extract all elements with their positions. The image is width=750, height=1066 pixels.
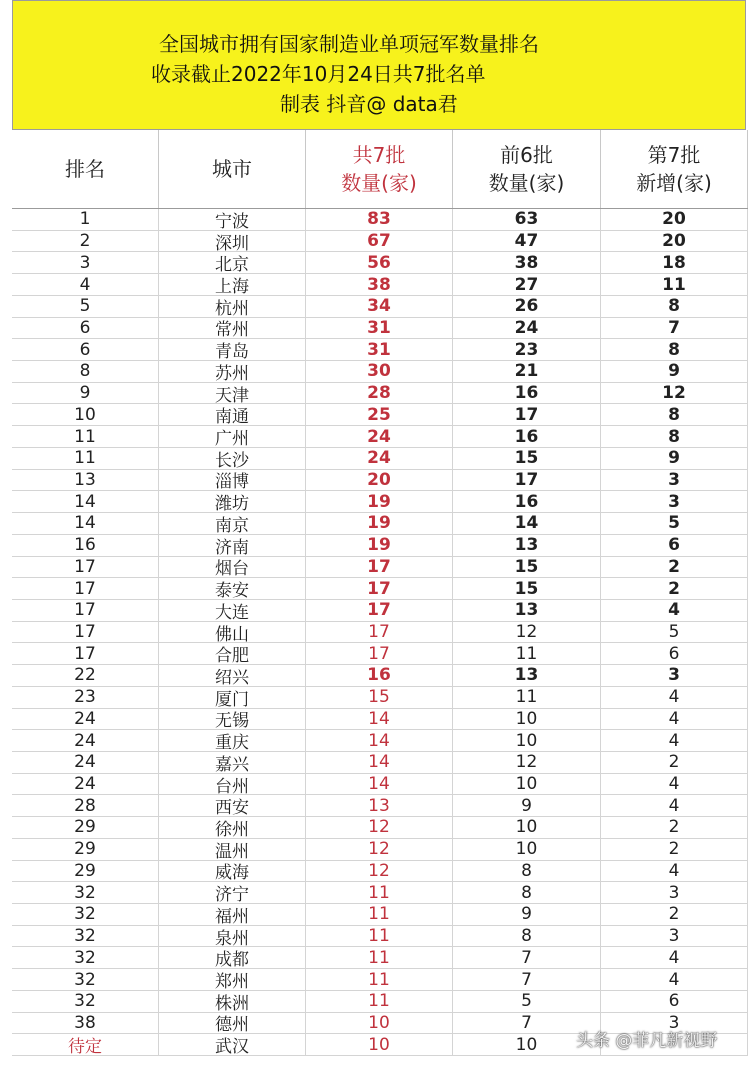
rank-cell: 4 [12, 274, 159, 295]
title-line-1: 全国城市拥有国家制造业单项冠军数量排名 [159, 32, 539, 56]
total-cell: 19 [306, 491, 453, 512]
total-cell: 14 [306, 752, 453, 773]
prev-cell: 11 [453, 687, 601, 708]
table-row [12, 904, 748, 926]
rank-cell: 5 [12, 296, 159, 317]
prev-cell: 27 [453, 274, 601, 295]
city-cell: 常州 [159, 318, 306, 339]
prev-cell: 24 [453, 318, 601, 339]
city-cell: 泉州 [159, 926, 306, 947]
header-new-line2: 新增(家) [636, 171, 712, 195]
prev-cell: 7 [453, 969, 601, 990]
new-cell: 4 [601, 774, 748, 795]
total-cell: 11 [306, 904, 453, 925]
new-cell: 6 [601, 535, 748, 556]
city-cell: 济宁 [159, 882, 306, 903]
total-cell: 24 [306, 426, 453, 447]
title-line-3: 制表 抖音@ data君 [280, 92, 458, 116]
new-cell: 4 [601, 687, 748, 708]
city-cell: 宁波 [159, 209, 306, 230]
new-cell: 4 [601, 795, 748, 816]
total-cell: 10 [306, 1013, 453, 1034]
city-cell: 烟台 [159, 557, 306, 578]
prev-cell: 15 [453, 448, 601, 469]
table-row [12, 774, 748, 796]
new-cell: 9 [601, 361, 748, 382]
table-row [12, 709, 748, 731]
new-cell: 5 [601, 622, 748, 643]
total-cell: 12 [306, 861, 453, 882]
table-row [12, 339, 748, 361]
table-row [12, 535, 748, 557]
new-cell: 3 [601, 491, 748, 512]
table-row [12, 318, 748, 340]
total-cell: 30 [306, 361, 453, 382]
rank-cell: 6 [12, 318, 159, 339]
total-cell: 11 [306, 969, 453, 990]
total-cell: 31 [306, 339, 453, 360]
table-row [12, 882, 748, 904]
new-cell: 3 [601, 665, 748, 686]
rank-cell: 14 [12, 513, 159, 534]
new-cell: 8 [601, 296, 748, 317]
city-cell: 徐州 [159, 817, 306, 838]
new-cell: 2 [601, 557, 748, 578]
new-cell: 6 [601, 643, 748, 664]
city-cell: 长沙 [159, 448, 306, 469]
new-cell: 8 [601, 426, 748, 447]
new-cell: 4 [601, 947, 748, 968]
table-row [12, 643, 748, 665]
prev-cell: 13 [453, 535, 601, 556]
city-cell: 重庆 [159, 730, 306, 751]
new-cell: 3 [601, 1013, 748, 1034]
prev-cell: 5 [453, 991, 601, 1012]
table-row [12, 209, 748, 231]
rank-cell: 32 [12, 969, 159, 990]
rank-cell: 24 [12, 709, 159, 730]
prev-cell: 21 [453, 361, 601, 382]
ranking-table [12, 130, 748, 1056]
new-cell: 6 [601, 991, 748, 1012]
new-cell: 2 [601, 578, 748, 599]
city-cell: 合肥 [159, 643, 306, 664]
prev-cell: 10 [453, 839, 601, 860]
new-cell: 11 [601, 274, 748, 295]
rank-cell: 2 [12, 231, 159, 252]
rank-cell: 17 [12, 643, 159, 664]
rank-cell: 32 [12, 904, 159, 925]
prev-cell: 12 [453, 622, 601, 643]
city-cell: 天津 [159, 383, 306, 404]
total-cell: 13 [306, 795, 453, 816]
prev-cell: 8 [453, 882, 601, 903]
total-cell: 28 [306, 383, 453, 404]
table-row [12, 448, 748, 470]
new-cell: 12 [601, 383, 748, 404]
city-cell: 济南 [159, 535, 306, 556]
total-cell: 19 [306, 513, 453, 534]
rank-cell: 38 [12, 1013, 159, 1034]
new-cell: 20 [601, 209, 748, 230]
rank-cell: 23 [12, 687, 159, 708]
rank-cell: 32 [12, 947, 159, 968]
prev-cell: 17 [453, 404, 601, 425]
prev-cell: 16 [453, 491, 601, 512]
total-cell: 14 [306, 730, 453, 751]
table-row [12, 622, 748, 644]
city-cell: 大连 [159, 600, 306, 621]
header-total-line1: 共7批 [352, 143, 406, 167]
rank-cell: 29 [12, 817, 159, 838]
rank-cell: 24 [12, 730, 159, 751]
rank-cell: 24 [12, 752, 159, 773]
rank-cell: 17 [12, 578, 159, 599]
table-row [12, 991, 748, 1013]
prev-cell: 47 [453, 231, 601, 252]
prev-cell: 14 [453, 513, 601, 534]
prev-cell: 63 [453, 209, 601, 230]
table-row [12, 926, 748, 948]
total-cell: 16 [306, 665, 453, 686]
city-cell: 苏州 [159, 361, 306, 382]
new-cell: 2 [601, 839, 748, 860]
rank-cell: 17 [12, 600, 159, 621]
prev-cell: 8 [453, 861, 601, 882]
city-cell: 德州 [159, 1013, 306, 1034]
header-prev [453, 130, 601, 208]
rank-cell: 32 [12, 882, 159, 903]
prev-cell: 7 [453, 947, 601, 968]
new-cell: 3 [601, 470, 748, 491]
table-body [12, 209, 748, 1056]
city-cell: 郑州 [159, 969, 306, 990]
rank-cell: 29 [12, 839, 159, 860]
prev-cell: 15 [453, 578, 601, 599]
city-cell: 广州 [159, 426, 306, 447]
new-cell: 7 [601, 318, 748, 339]
new-cell: 3 [601, 926, 748, 947]
prev-cell: 8 [453, 926, 601, 947]
table-row [12, 730, 748, 752]
city-cell: 台州 [159, 774, 306, 795]
table-row [12, 426, 748, 448]
city-cell: 杭州 [159, 296, 306, 317]
table-row [12, 600, 748, 622]
table-row [12, 665, 748, 687]
title-line-2: 收录截止2022年10月24日共7批名单 [151, 62, 486, 86]
total-cell: 24 [306, 448, 453, 469]
city-cell: 成都 [159, 947, 306, 968]
prev-cell: 16 [453, 383, 601, 404]
rank-cell: 16 [12, 535, 159, 556]
new-cell: 4 [601, 861, 748, 882]
table-row [12, 557, 748, 579]
header-new [601, 130, 748, 208]
total-cell: 12 [306, 839, 453, 860]
prev-cell: 26 [453, 296, 601, 317]
table-row [12, 795, 748, 817]
rank-cell: 28 [12, 795, 159, 816]
new-cell: 4 [601, 709, 748, 730]
header-new-line1: 第7批 [647, 143, 701, 167]
new-cell: 4 [601, 600, 748, 621]
total-cell: 17 [306, 622, 453, 643]
city-cell: 泰安 [159, 578, 306, 599]
rank-cell: 3 [12, 252, 159, 273]
prev-cell: 12 [453, 752, 601, 773]
table-row [12, 383, 748, 405]
prev-cell: 7 [453, 1013, 601, 1034]
prev-cell: 13 [453, 665, 601, 686]
table-row [12, 231, 748, 253]
city-cell: 潍坊 [159, 491, 306, 512]
rank-cell: 8 [12, 361, 159, 382]
prev-cell: 9 [453, 795, 601, 816]
total-cell: 17 [306, 578, 453, 599]
table-row [12, 404, 748, 426]
new-cell: 9 [601, 448, 748, 469]
city-cell: 株洲 [159, 991, 306, 1012]
total-cell: 11 [306, 947, 453, 968]
prev-cell: 10 [453, 730, 601, 751]
total-cell: 34 [306, 296, 453, 317]
table-row [12, 252, 748, 274]
new-cell: 18 [601, 252, 748, 273]
rank-cell: 11 [12, 426, 159, 447]
total-cell: 17 [306, 643, 453, 664]
total-cell: 14 [306, 709, 453, 730]
total-cell: 17 [306, 557, 453, 578]
rank-cell: 17 [12, 557, 159, 578]
table-row [12, 817, 748, 839]
total-cell: 14 [306, 774, 453, 795]
new-cell: 4 [601, 730, 748, 751]
city-cell: 西安 [159, 795, 306, 816]
city-cell: 佛山 [159, 622, 306, 643]
prev-cell: 10 [453, 709, 601, 730]
rank-cell: 29 [12, 861, 159, 882]
new-cell: 4 [601, 969, 748, 990]
city-cell: 淄博 [159, 470, 306, 491]
table-row [12, 491, 748, 513]
table-header [12, 130, 748, 209]
prev-cell: 13 [453, 600, 601, 621]
spreadsheet [12, 0, 748, 1066]
header-rank: 排名 [12, 130, 159, 208]
total-cell: 38 [306, 274, 453, 295]
prev-cell: 10 [453, 817, 601, 838]
total-cell: 83 [306, 209, 453, 230]
table-row [12, 470, 748, 492]
rank-cell: 11 [12, 448, 159, 469]
rank-cell: 32 [12, 991, 159, 1012]
table-row [12, 947, 748, 969]
prev-cell: 10 [453, 774, 601, 795]
total-cell: 67 [306, 231, 453, 252]
total-cell: 17 [306, 600, 453, 621]
rank-cell: 14 [12, 491, 159, 512]
new-cell: 20 [601, 231, 748, 252]
total-cell: 31 [306, 318, 453, 339]
total-cell: 20 [306, 470, 453, 491]
total-cell: 11 [306, 882, 453, 903]
city-cell: 厦门 [159, 687, 306, 708]
city-cell: 深圳 [159, 231, 306, 252]
city-cell: 青岛 [159, 339, 306, 360]
rank-cell: 22 [12, 665, 159, 686]
rank-cell: 1 [12, 209, 159, 230]
prev-cell: 11 [453, 643, 601, 664]
new-cell: 3 [601, 882, 748, 903]
table-row [12, 687, 748, 709]
prev-cell: 38 [453, 252, 601, 273]
total-cell: 56 [306, 252, 453, 273]
prev-cell: 23 [453, 339, 601, 360]
city-cell: 南京 [159, 513, 306, 534]
rank-cell: 待定 [12, 1034, 159, 1055]
prev-cell: 16 [453, 426, 601, 447]
header-prev-line1: 前6批 [500, 143, 553, 167]
rank-cell: 24 [12, 774, 159, 795]
table-row [12, 861, 748, 883]
rank-cell: 6 [12, 339, 159, 360]
city-cell: 上海 [159, 274, 306, 295]
new-cell: 2 [601, 904, 748, 925]
new-cell: 8 [601, 339, 748, 360]
total-cell: 10 [306, 1034, 453, 1055]
header-total [306, 130, 453, 208]
table-row [12, 969, 748, 991]
total-cell: 25 [306, 404, 453, 425]
header-prev-line2: 数量(家) [488, 171, 565, 195]
table-row [12, 274, 748, 296]
city-cell: 福州 [159, 904, 306, 925]
prev-cell: 15 [453, 557, 601, 578]
title-banner [12, 0, 746, 130]
rank-cell: 13 [12, 470, 159, 491]
table-row [12, 513, 748, 535]
new-cell: 5 [601, 513, 748, 534]
watermark: 头条 @菲凡新视野 [576, 1031, 718, 1051]
table-row [12, 578, 748, 600]
header-total-line2: 数量(家) [341, 171, 417, 195]
header-city: 城市 [159, 130, 306, 208]
rank-cell: 10 [12, 404, 159, 425]
city-cell: 南通 [159, 404, 306, 425]
table-row [12, 839, 748, 861]
new-cell: 2 [601, 817, 748, 838]
prev-cell: 9 [453, 904, 601, 925]
total-cell: 11 [306, 991, 453, 1012]
total-cell: 19 [306, 535, 453, 556]
city-cell: 无锡 [159, 709, 306, 730]
city-cell: 嘉兴 [159, 752, 306, 773]
city-cell: 武汉 [159, 1034, 306, 1055]
table-row [12, 296, 748, 318]
rank-cell: 32 [12, 926, 159, 947]
prev-cell: 17 [453, 470, 601, 491]
total-cell: 12 [306, 817, 453, 838]
city-cell: 北京 [159, 252, 306, 273]
prev-cell: 10 [453, 1034, 601, 1055]
rank-cell: 17 [12, 622, 159, 643]
city-cell: 威海 [159, 861, 306, 882]
new-cell: 2 [601, 752, 748, 773]
table-row [12, 752, 748, 774]
table-row [12, 361, 748, 383]
total-cell: 11 [306, 926, 453, 947]
total-cell: 15 [306, 687, 453, 708]
city-cell: 绍兴 [159, 665, 306, 686]
rank-cell: 9 [12, 383, 159, 404]
city-cell: 温州 [159, 839, 306, 860]
new-cell: 8 [601, 404, 748, 425]
